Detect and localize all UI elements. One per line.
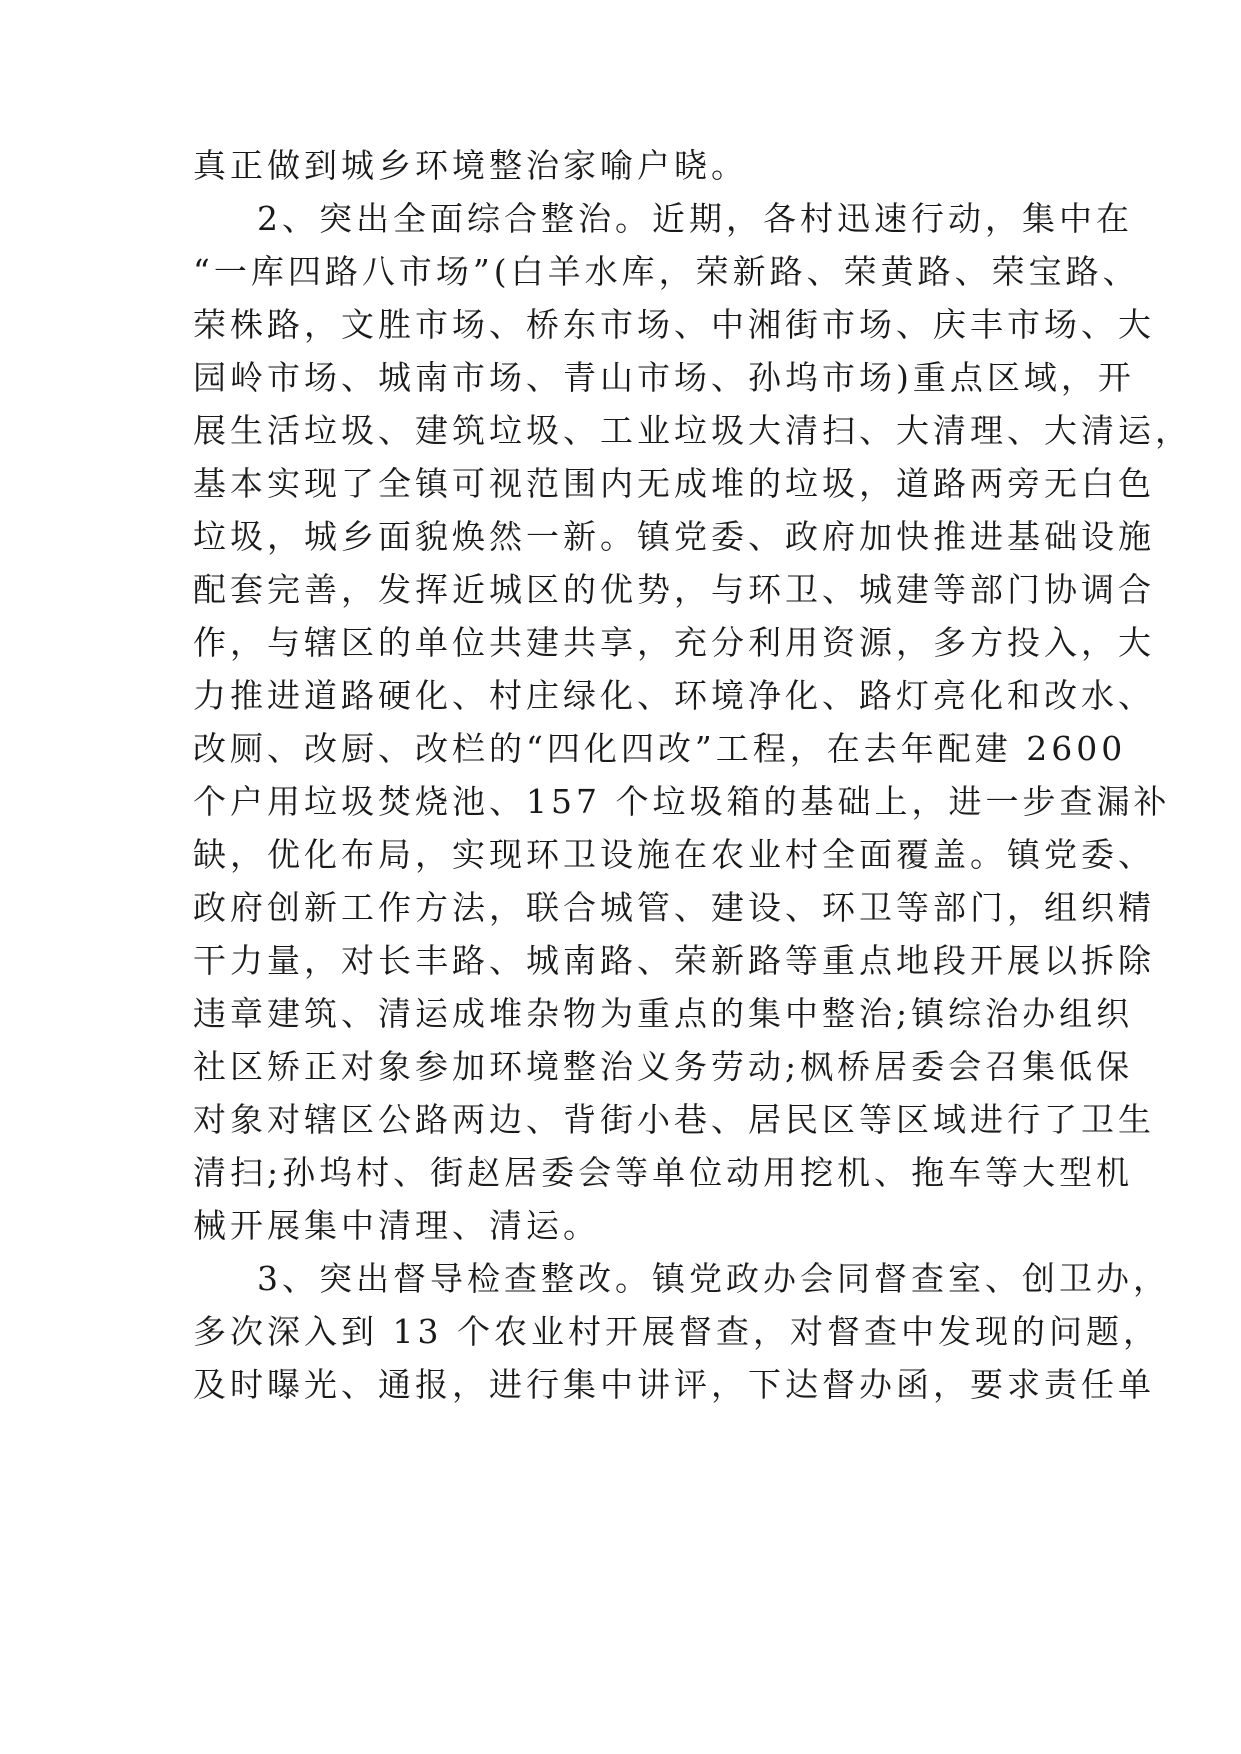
text-line: “一库四路八市场”(白羊水库，荣新路、荣黄路、荣宝路、	[193, 252, 1140, 291]
text-line: 基本实现了全镇可视范围内无成堆的垃圾，道路两旁无白色	[193, 464, 1155, 503]
text-line: 清扫;孙坞村、街赵居委会等单位动用挖机、拖车等大型机	[193, 1153, 1134, 1192]
text-line: 械开展集中清理、清运。	[193, 1206, 600, 1245]
text-line: 真正做到城乡环境整治家喻户晓。	[193, 146, 748, 185]
text-line: 荣株路，文胜市场、桥东市场、中湘街市场、庆丰市场、大	[193, 305, 1155, 344]
text-line: 配套完善，发挥近城区的优势，与环卫、城建等部门协调合	[193, 570, 1155, 609]
text-line: 园岭市场、城南市场、青山市场、孙坞市场)重点区域，开	[193, 358, 1135, 397]
text-line: 政府创新工作方法，联合城管、建设、环卫等部门，组织精	[193, 888, 1155, 927]
text-line: 作，与辖区的单位共建共享，充分利用资源，多方投入，大	[193, 623, 1155, 662]
text-line: 力推进道路硬化、村庄绿化、环境净化、路灯亮化和改水、	[193, 676, 1155, 715]
paragraph-3-start: 3、突出督导检查整改。镇党政办会同督查室、创卫办，	[257, 1259, 1170, 1298]
text-line: 垃圾，城乡面貌焕然一新。镇党委、政府加快推进基础设施	[193, 517, 1155, 556]
text-line: 干力量，对长丰路、城南路、荣新路等重点地段开展以拆除	[193, 941, 1155, 980]
text-line: 缺，优化布局，实现环卫设施在农业村全面覆盖。镇党委、	[193, 835, 1155, 874]
text-line: 社区矫正对象参加环境整治义务劳动;枫桥居委会召集低保	[193, 1047, 1134, 1086]
text-line: 个户用垃圾焚烧池、157 个垃圾箱的基础上，进一步查漏补	[193, 782, 1171, 821]
text-line: 违章建筑、清运成堆杂物为重点的集中整治;镇综治办组织	[193, 994, 1134, 1033]
text-line: 展生活垃圾、建筑垃圾、工业垃圾大清扫、大清理、大清运，	[193, 411, 1192, 450]
text-line: 对象对辖区公路两边、背街小巷、居民区等区域进行了卫生	[193, 1100, 1155, 1139]
paragraph-2-start: 2、突出全面综合整治。近期，各村迅速行动，集中在	[257, 199, 1133, 238]
text-line: 及时曝光、通报，进行集中讲评，下达督办函，要求责任单	[193, 1365, 1155, 1404]
text-line: 多次深入到 13 个农业村开展督查，对督查中发现的问题，	[193, 1312, 1160, 1351]
text-line: 改厕、改厨、改栏的“四化四改”工程，在去年配建 2600	[193, 729, 1127, 768]
